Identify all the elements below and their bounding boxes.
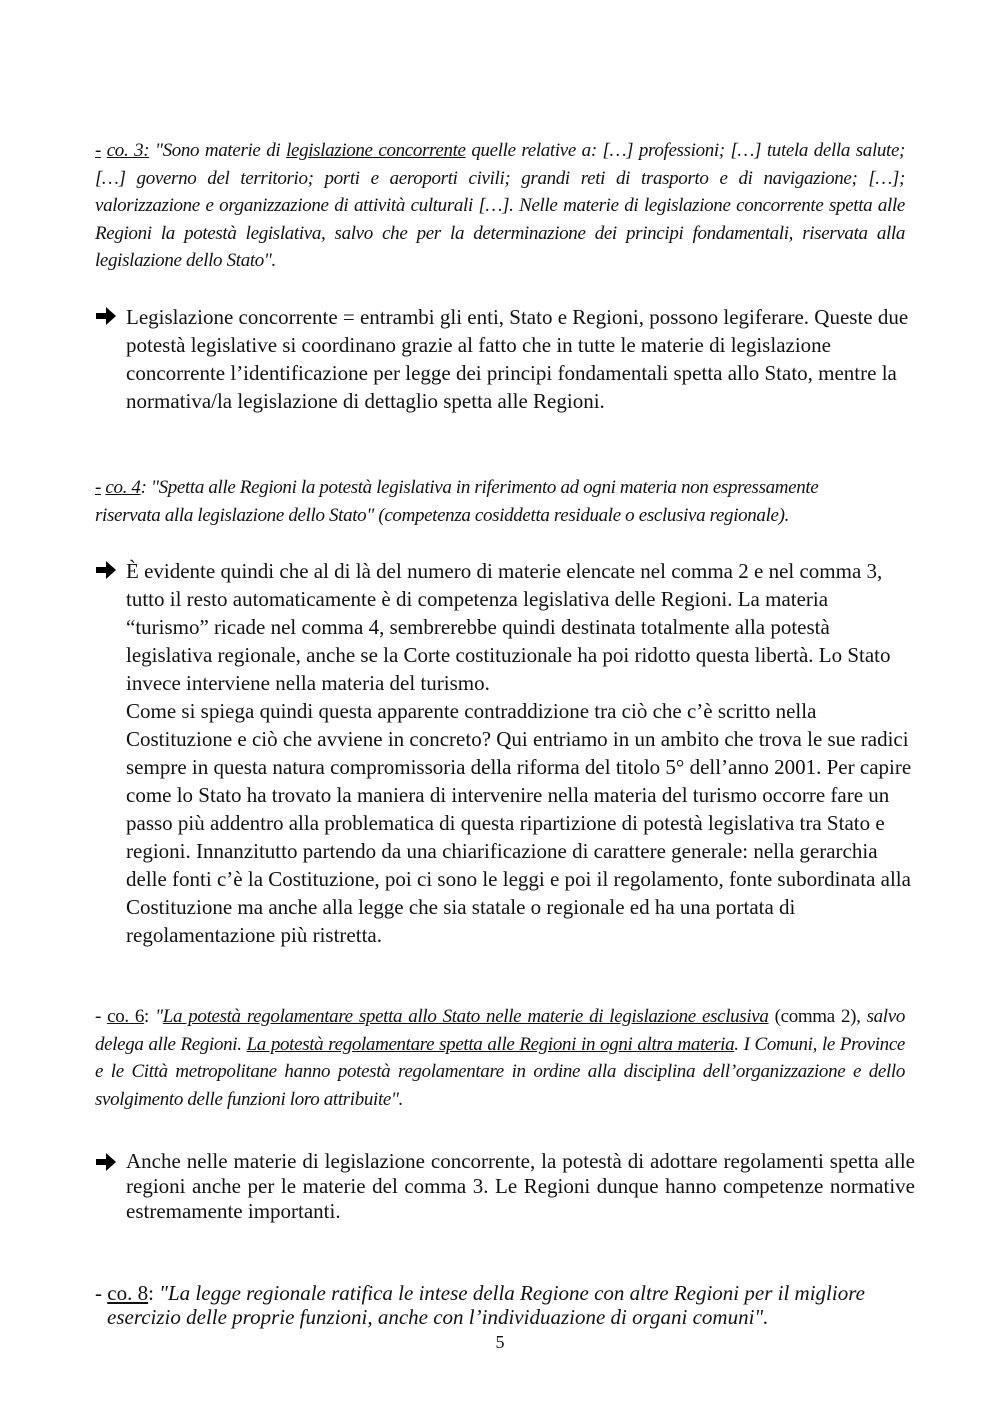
underlined-phrase: La potestà regolamentare spetta alle Regioni in ogni altra materia <box>246 1033 735 1055</box>
dash: - <box>95 1006 108 1027</box>
quote-comma-4 <box>95 474 875 529</box>
right-arrow-icon <box>95 559 117 581</box>
quote-text: "Sono materie di <box>149 140 287 161</box>
note-text: Legislazione concorrente = entrambi gli enti, Stato e Regioni, possono legiferare. Queste due potestà legislative si coordinano grazie al fatto che in tutte le materie di legislazione concorrente l’identificazione per legge dei principi fondamentali spetta allo Stato, mentre la normativa/la legislazione di dettaglio spetta alle Regioni. <box>126 305 909 413</box>
comma-ref: co. 3: <box>106 140 150 161</box>
underlined-phrase: La potestà regolamentare spetta allo Stato nelle materie di legislazione esclusiva <box>162 1006 769 1027</box>
quote-text: " <box>155 1006 163 1027</box>
note-legislazione-concorrente <box>95 303 915 415</box>
comma-ref: co. 6 <box>107 1006 145 1027</box>
note-text <box>126 557 915 949</box>
dash: - <box>95 477 101 498</box>
colon: : <box>148 1281 160 1305</box>
dash: - <box>95 140 101 161</box>
quote-text: , salvo delega alle Regioni. <box>95 1006 905 1055</box>
quote-text: . I Comuni, le Province e le Città metropolitane hanno potestà regolamentare in ordine alla disciplina dell’organizzazione e dello svolgimento delle funzioni loro attribuite". <box>95 1033 905 1110</box>
note-text: Anche nelle materie di legislazione concorrente, la potestà di adottare regolamenti spetta alle regioni anche per le materie del comma 3. Le Regioni dunque hanno competenze normative estremamente importanti. <box>126 1149 915 1223</box>
quote-line: esercizio delle proprie funzioni, anche con l’individuazione di organi comuni". <box>107 1305 769 1329</box>
note-paragraph: Come si spiega quindi questa apparente contraddizione tra ciò che c’è scritto nella Costituzione e ciò che avviene in concreto? Qui entriamo in un ambito che trova le sue radici sempre in questa natura compromissoria della riforma del titolo 5° dell’anno 2001. Per capire come lo Stato ha trovato la maniera di intervenire nella materia del turismo occorre fare un passo più addentro alla problematica di questa ripartizione di potestà legislativa tra Stato e regioni. Innanzitutto partendo da una chiarificazione di carattere generale: nella gerarchia delle fonti c’è la Costituzione, poi ci sono le leggi e poi il regolamento, fonte subordinata alla Costituzione ma anche alla legge che sia statale o regionale ed ha una portata di regolamentazione più ristretta. <box>126 699 912 947</box>
quote-comma-8 <box>95 1281 915 1329</box>
upright-text: (comma 2) <box>768 1006 857 1027</box>
comma-ref: co. 4 <box>105 477 141 498</box>
underlined-phrase: legislazione concorrente <box>286 140 466 161</box>
note-paragraph: È evidente quindi che al di là del numero di materie elencate nel comma 2 e nel comma 3, tutto il resto automaticamente è di competenza legislativa delle Regioni. La materia “turismo” ricade nel comma 4, sembrerebbe quindi destinata totalmente alla potestà legislativa regionale, anche se la Corte costituzionale ha poi ridotto questa libertà. Lo Stato invece interviene nella materia del turismo. <box>126 559 891 695</box>
colon: : <box>144 1006 156 1027</box>
note-competenza-residuale <box>95 557 915 949</box>
quote-comma-6 <box>95 1003 905 1113</box>
page-number: 5 <box>495 1332 505 1352</box>
right-arrow-icon <box>95 305 117 327</box>
comma-ref: co. 8 <box>107 1281 149 1305</box>
quote-line: "La legge regionale ratifica le intese della Regione con altre Regioni per il migliore <box>159 1281 865 1305</box>
quote-text: quelle relative a: […] professioni; […] tutela della salute; […] governo del territorio; porti e aeroporti civili; grandi reti di trasporto e di navigazione; […]; valorizzazione e organizzazione di attività culturali […]. Nelle materie di legislazione concorrente spetta alle Regioni la potestà legislativa, salvo che per la determinazione dei principi fondamentali, riservata alla legislazione dello Stato". <box>95 140 906 271</box>
right-arrow-icon <box>95 1151 117 1173</box>
note-potesta-regolamentare <box>95 1149 915 1224</box>
quote-text: : "Spetta alle Regioni la potestà legislativa in riferimento ad ogni materia non espressamente riservata alla legislazione dello Stato" (competenza cosiddetta residuale o esclusiva regionale). <box>95 477 819 526</box>
dash: - <box>95 1281 108 1305</box>
quote-comma-3 <box>95 137 905 275</box>
